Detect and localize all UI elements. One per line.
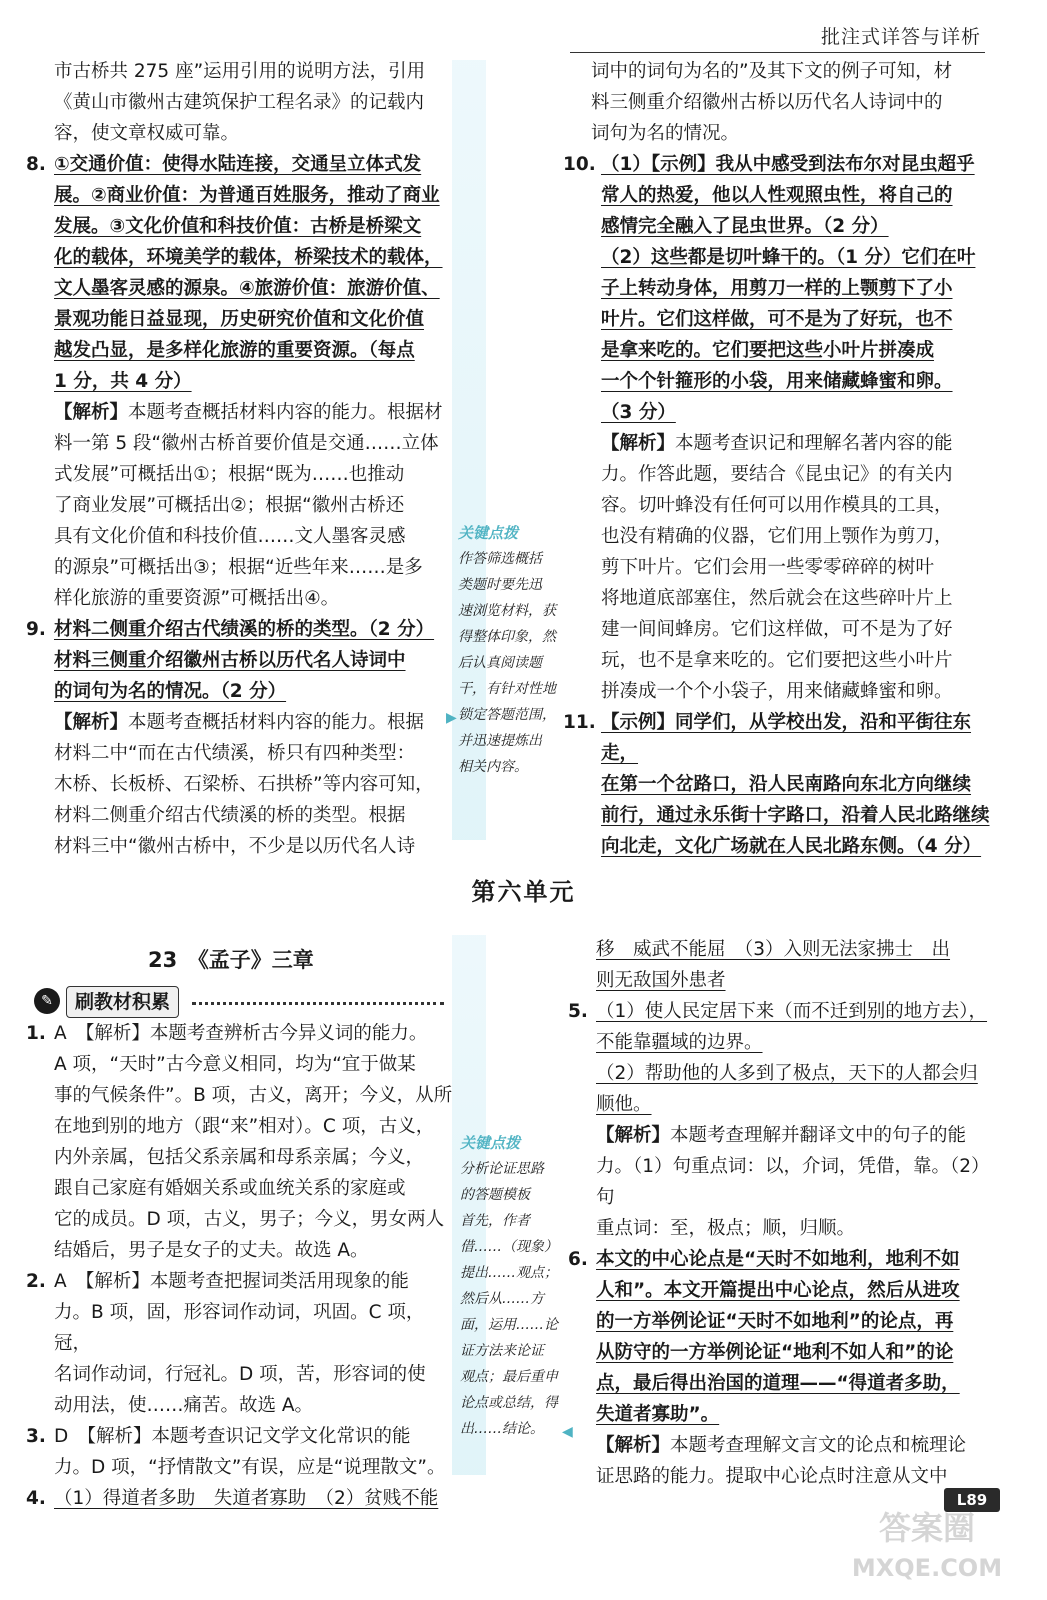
- analysis-line: 木桥、长板桥、石梁桥、石拱桥”等内容可知，: [54, 774, 434, 795]
- answer-line: 则无敌国外患者: [596, 970, 726, 991]
- analysis-tag: 【解析】: [596, 1125, 671, 1146]
- analysis-line: 将地道底部塞住，然后就会在这些碎叶片上: [601, 588, 953, 609]
- answer-line: 失道者寡助”。: [596, 1404, 720, 1425]
- question-11: [563, 707, 991, 862]
- question-5: [568, 996, 996, 1244]
- side-note-top: [458, 520, 570, 780]
- pointer-arrow-icon: ◀: [562, 1424, 573, 1440]
- analysis-line: 本题考查理解文言文的论点和梳理论: [670, 1435, 967, 1456]
- analysis-line: 证思路的能力。提取中心论点时注意从文中: [596, 1466, 948, 1487]
- header-title: 批注式详答与详析: [820, 26, 981, 48]
- analysis-tag: 【解析】: [54, 712, 129, 733]
- question-number: 8.: [26, 154, 46, 175]
- answer-line: 的一方举例论证“天时不如地利”的论点，再: [596, 1311, 954, 1332]
- side-note-line: 然后从……方: [460, 1291, 544, 1307]
- dotted-rule: [192, 1002, 444, 1005]
- answer-line: 化的载体，环境美学的载体，桥梁技术的载体，: [54, 247, 443, 268]
- answer-line: 前行，通过永乐街十字路口，沿着人民北路继续: [601, 805, 990, 826]
- answer-line: 内外亲属，包括父系亲属和母系亲属；今义，: [54, 1147, 425, 1168]
- side-note-line: 论点或总结，得: [460, 1395, 558, 1411]
- question-number: 6.: [568, 1249, 588, 1270]
- answer-line: A 【解析】本题考查把握词类活用现象的能: [54, 1271, 409, 1292]
- answer-line: 一个个针箍形的小袋，用来储藏蜂蜜和卵。: [601, 371, 953, 392]
- right-column-bottom: [568, 934, 996, 1492]
- analysis-line: 建一间间蜂房。它们这样做，可不是为了好: [601, 619, 953, 640]
- unit-title: 第六单元: [471, 878, 576, 906]
- side-note-line: 相关内容。: [458, 759, 528, 775]
- text-line: 料三侧重介绍徽州古桥以历代名人诗词中的: [591, 92, 943, 113]
- page-number: L89: [944, 1488, 1000, 1512]
- answer-line: A 项，“天时”古今意义相同，均为“宜于做某: [54, 1054, 416, 1075]
- answer-line: 事的气候条件”。B 项，古义，离开；今义，从所: [54, 1085, 453, 1106]
- answer-line: ①交通价值：使得水陆连接，交通呈立体式发: [54, 154, 422, 175]
- question-number: 4.: [26, 1488, 46, 1509]
- answer-line: （1）得道者多助 失道者寡助 （2）贫贱不能: [54, 1488, 439, 1509]
- text-line: 词中的词句为名的”及其下文的例子可知，材: [591, 61, 953, 82]
- answer-line: 子上转动身体，用剪刀一样的上颚剪下了小: [601, 278, 953, 299]
- analysis-line: 力。（1）句重点词：以，介词，凭借，靠。（2）句: [596, 1156, 990, 1208]
- side-note-line: 的答题模板: [460, 1187, 530, 1203]
- question-number: 11.: [563, 712, 596, 733]
- side-note-line: 分析论证思路: [460, 1161, 544, 1177]
- answer-line: （1）【示例】我从中感受到法布尔对昆虫超乎: [601, 154, 975, 175]
- answer-line: 叶片。它们这样做，可不是为了好玩，也不: [601, 309, 953, 330]
- answer-line: 点，最后得出治国的道理——“得道者多助，: [596, 1373, 960, 1394]
- side-note-line: 首先，作者: [460, 1213, 530, 1229]
- answer-line: 是拿来吃的。它们要把这些小叶片拼凑成: [601, 340, 935, 361]
- answer-line: 文人墨客灵感的源泉。④旅游价值：旅游价值、: [54, 278, 440, 299]
- side-note-tag: 关键点拨: [458, 524, 519, 542]
- answer-line: 发展。③文化价值和科技价值：古桥是桥梁文: [54, 216, 422, 237]
- question-2: [26, 1266, 454, 1421]
- analysis-line: 材料二侧重介绍古代绩溪的桥的类型。根据: [54, 805, 406, 826]
- answer-line: A 【解析】本题考查辨析古今异义词的能力。: [54, 1023, 428, 1044]
- analysis-tag: 【解析】: [596, 1435, 671, 1456]
- lesson-title: 23 《孟子》三章: [148, 948, 314, 972]
- question-4: [26, 1483, 454, 1514]
- side-note-line: 证方法来论证: [460, 1343, 544, 1359]
- answer-line: （2）这些都是切叶蜂干的。（1 分）它们在叶: [601, 247, 976, 268]
- side-note-line: 面，运用……论: [460, 1317, 558, 1333]
- analysis-line: 本题考查理解并翻译文中的句子的能: [670, 1125, 967, 1146]
- answer-line: 名词作动词，行冠礼。D 项，苦，形容词的使: [54, 1364, 426, 1385]
- watermark: [842, 1508, 1012, 1588]
- analysis-line: 力。作答此题，要结合《昆虫记》的有关内: [601, 464, 953, 485]
- pointer-arrow-icon: ▶: [446, 710, 457, 726]
- answer-line: 力。D 项，“抒情散文”有误，应是“说理散文”。: [54, 1457, 446, 1478]
- left-column-bottom: [26, 1018, 454, 1514]
- answer-line: （1）使人民定居下来（而不迁到别的地方去），: [596, 1001, 988, 1022]
- side-note-line: 后认真阅读题: [458, 655, 542, 671]
- answer-line: （2）帮助他的人多到了极点，天下的人都会归: [596, 1063, 978, 1084]
- analysis-line: 拼凑成一个个小袋子，用来储藏蜂蜜和卵。: [601, 681, 953, 702]
- side-note-tag: 关键点拨: [460, 1134, 521, 1152]
- analysis-line: 容。切叶蜂没有任何可以用作模具的工具，: [601, 495, 953, 516]
- section-label: 刷教材积累: [66, 986, 179, 1018]
- watermark-line: 答案圈: [878, 1509, 975, 1547]
- right-column-top: [563, 56, 991, 862]
- side-note-line: 出……结论。: [460, 1421, 544, 1437]
- side-note-line: 锁定答题范围，: [458, 707, 556, 723]
- text-line: 市古桥共 275 座”运用引用的说明方法，引用: [54, 61, 426, 82]
- answer-line: 景观功能日益显现，历史研究价值和文化价值: [54, 309, 425, 330]
- question-1: [26, 1018, 454, 1266]
- answer-line: 展。②商业价值：为普通百姓服务，推动了商业: [54, 185, 440, 206]
- analysis-tag: 【解析】: [54, 402, 129, 423]
- analysis-line: 材料三中“徽州古桥中，不少是以历代名人诗: [54, 836, 416, 857]
- answer-line: 材料二侧重介绍古代绩溪的桥的类型。（2 分）: [54, 619, 435, 640]
- answer-line: 本文的中心论点是“天时不如地利，地利不如: [596, 1249, 960, 1270]
- answer-line: 常人的热爱，他以人性观照虫性，将自己的: [601, 185, 953, 206]
- left-column-top: [26, 56, 454, 862]
- answer-line: 力。B 项，固，形容词作动词，巩固。C 项，冠，: [54, 1302, 425, 1354]
- analysis-line: 本题考查概括材料内容的能力。根据: [128, 712, 425, 733]
- answer-line: 的词句为名的情况。（2 分）: [54, 681, 287, 702]
- book-icon: ✎: [34, 988, 60, 1014]
- answer-line: 向北走，文化广场就在人民北路东侧。（4 分）: [601, 836, 982, 857]
- question-9: [26, 614, 454, 862]
- question-8: [26, 149, 454, 614]
- side-note-line: 速浏览材料，获: [458, 603, 556, 619]
- analysis-line: 本题考查概括材料内容的能力。根据材: [128, 402, 443, 423]
- answer-line: 动用法，使……痛苦。故选 A。: [54, 1395, 314, 1416]
- question-10: [563, 149, 991, 707]
- question-number: 1.: [26, 1023, 46, 1044]
- text-line: 《黄山市徽州古建筑保护工程名录》的记载内: [54, 92, 425, 113]
- section-header: [34, 986, 444, 1018]
- analysis-line: 了商业发展”可概括出②；根据“徽州古桥还: [54, 495, 405, 516]
- answer-line: 跟自己家庭有婚姻关系或血统关系的家庭或: [54, 1178, 406, 1199]
- analysis-tag: 【解析】: [601, 433, 676, 454]
- watermark-line: MXQE.COM: [851, 1554, 1003, 1582]
- analysis-line: 式发展”可概括出①；根据“既为……也推动: [54, 464, 405, 485]
- analysis-line: 剪下叶片。它们会用一些零零碎碎的树叶: [601, 557, 935, 578]
- answer-line: 它的成员。D 项，古义，男子；今义，男女两人: [54, 1209, 445, 1230]
- question-number: 10.: [563, 154, 596, 175]
- analysis-line: 本题考查识记和理解名著内容的能: [675, 433, 953, 454]
- answer-line: 感情完全融入了昆虫世界。（2 分）: [601, 216, 889, 237]
- question-number: 3.: [26, 1426, 46, 1447]
- side-note-line: 类题时要先迅: [458, 577, 542, 593]
- answer-line: 在第一个岔路口，沿人民南路向东北方向继续: [601, 774, 972, 795]
- answer-line: 【示例】同学们，从学校出发，沿和平街往东走，: [601, 712, 972, 764]
- side-note-line: 得整体印象，然: [458, 629, 556, 645]
- answer-line: 结婚后，男子是女子的丈夫。故选 A。: [54, 1240, 369, 1261]
- analysis-line: 的源泉”可概括出③；根据“近些年来……是多: [54, 557, 423, 578]
- side-note-bottom: [460, 1130, 570, 1442]
- analysis-line: 材料二中“而在古代绩溪，桥只有四种类型：: [54, 743, 416, 764]
- analysis-line: 样化旅游的重要资源”可概括出④。: [54, 588, 340, 609]
- answer-line: 材料三侧重介绍徽州古桥以历代名人诗词中: [54, 650, 406, 671]
- side-note-line: 干，有针对性地: [458, 681, 556, 697]
- question-6: [568, 1244, 996, 1492]
- analysis-line: 具有文化价值和科技价值……文人墨客灵感: [54, 526, 406, 547]
- side-note-line: 并迅速提炼出: [458, 733, 542, 749]
- answer-line: （3 分）: [601, 402, 676, 423]
- side-note-line: 作答筛选概括: [458, 551, 542, 567]
- question-number: 2.: [26, 1271, 46, 1292]
- answer-line: 越发凸显，是多样化旅游的重要资源。（每点: [54, 340, 415, 361]
- header-rule: [570, 52, 985, 53]
- answer-line: 不能靠疆域的边界。: [596, 1032, 763, 1053]
- answer-line: 人和”。本文开篇提出中心论点，然后从进攻: [596, 1280, 960, 1301]
- answer-line: 1 分，共 4 分）: [54, 371, 192, 392]
- question-3: [26, 1421, 454, 1483]
- answer-line: 从防守的一方举例论证“地利不如人和”的论: [596, 1342, 954, 1363]
- question-number: 9.: [26, 619, 46, 640]
- side-note-line: 借……（现象）: [460, 1239, 558, 1255]
- answer-line: 移 威武不能屈 （3）入则无法家拂士 出: [596, 939, 951, 960]
- answer-line: D 【解析】本题考查识记文学文化常识的能: [54, 1426, 411, 1447]
- analysis-line: 料一第 5 段“徽州古桥首要价值是交通……立体: [54, 433, 439, 454]
- analysis-line: 重点词：至，极点；顺，归顺。: [596, 1218, 856, 1239]
- side-note-line: 观点；最后重申: [460, 1369, 558, 1385]
- side-note-line: 提出……观点；: [460, 1265, 558, 1281]
- text-line: 容，使文章权威可靠。: [54, 123, 240, 144]
- analysis-line: 玩，也不是拿来吃的。它们要把这些小叶片: [601, 650, 953, 671]
- answer-line: 在地到别的地方（跟“来”相对）。C 项，古义，: [54, 1116, 435, 1137]
- question-number: 5.: [568, 1001, 588, 1022]
- text-line: 词句为名的情况。: [591, 123, 740, 144]
- analysis-line: 也没有精确的仪器，它们用上颚作为剪刀，: [601, 526, 953, 547]
- answer-line: 顺他。: [596, 1094, 652, 1115]
